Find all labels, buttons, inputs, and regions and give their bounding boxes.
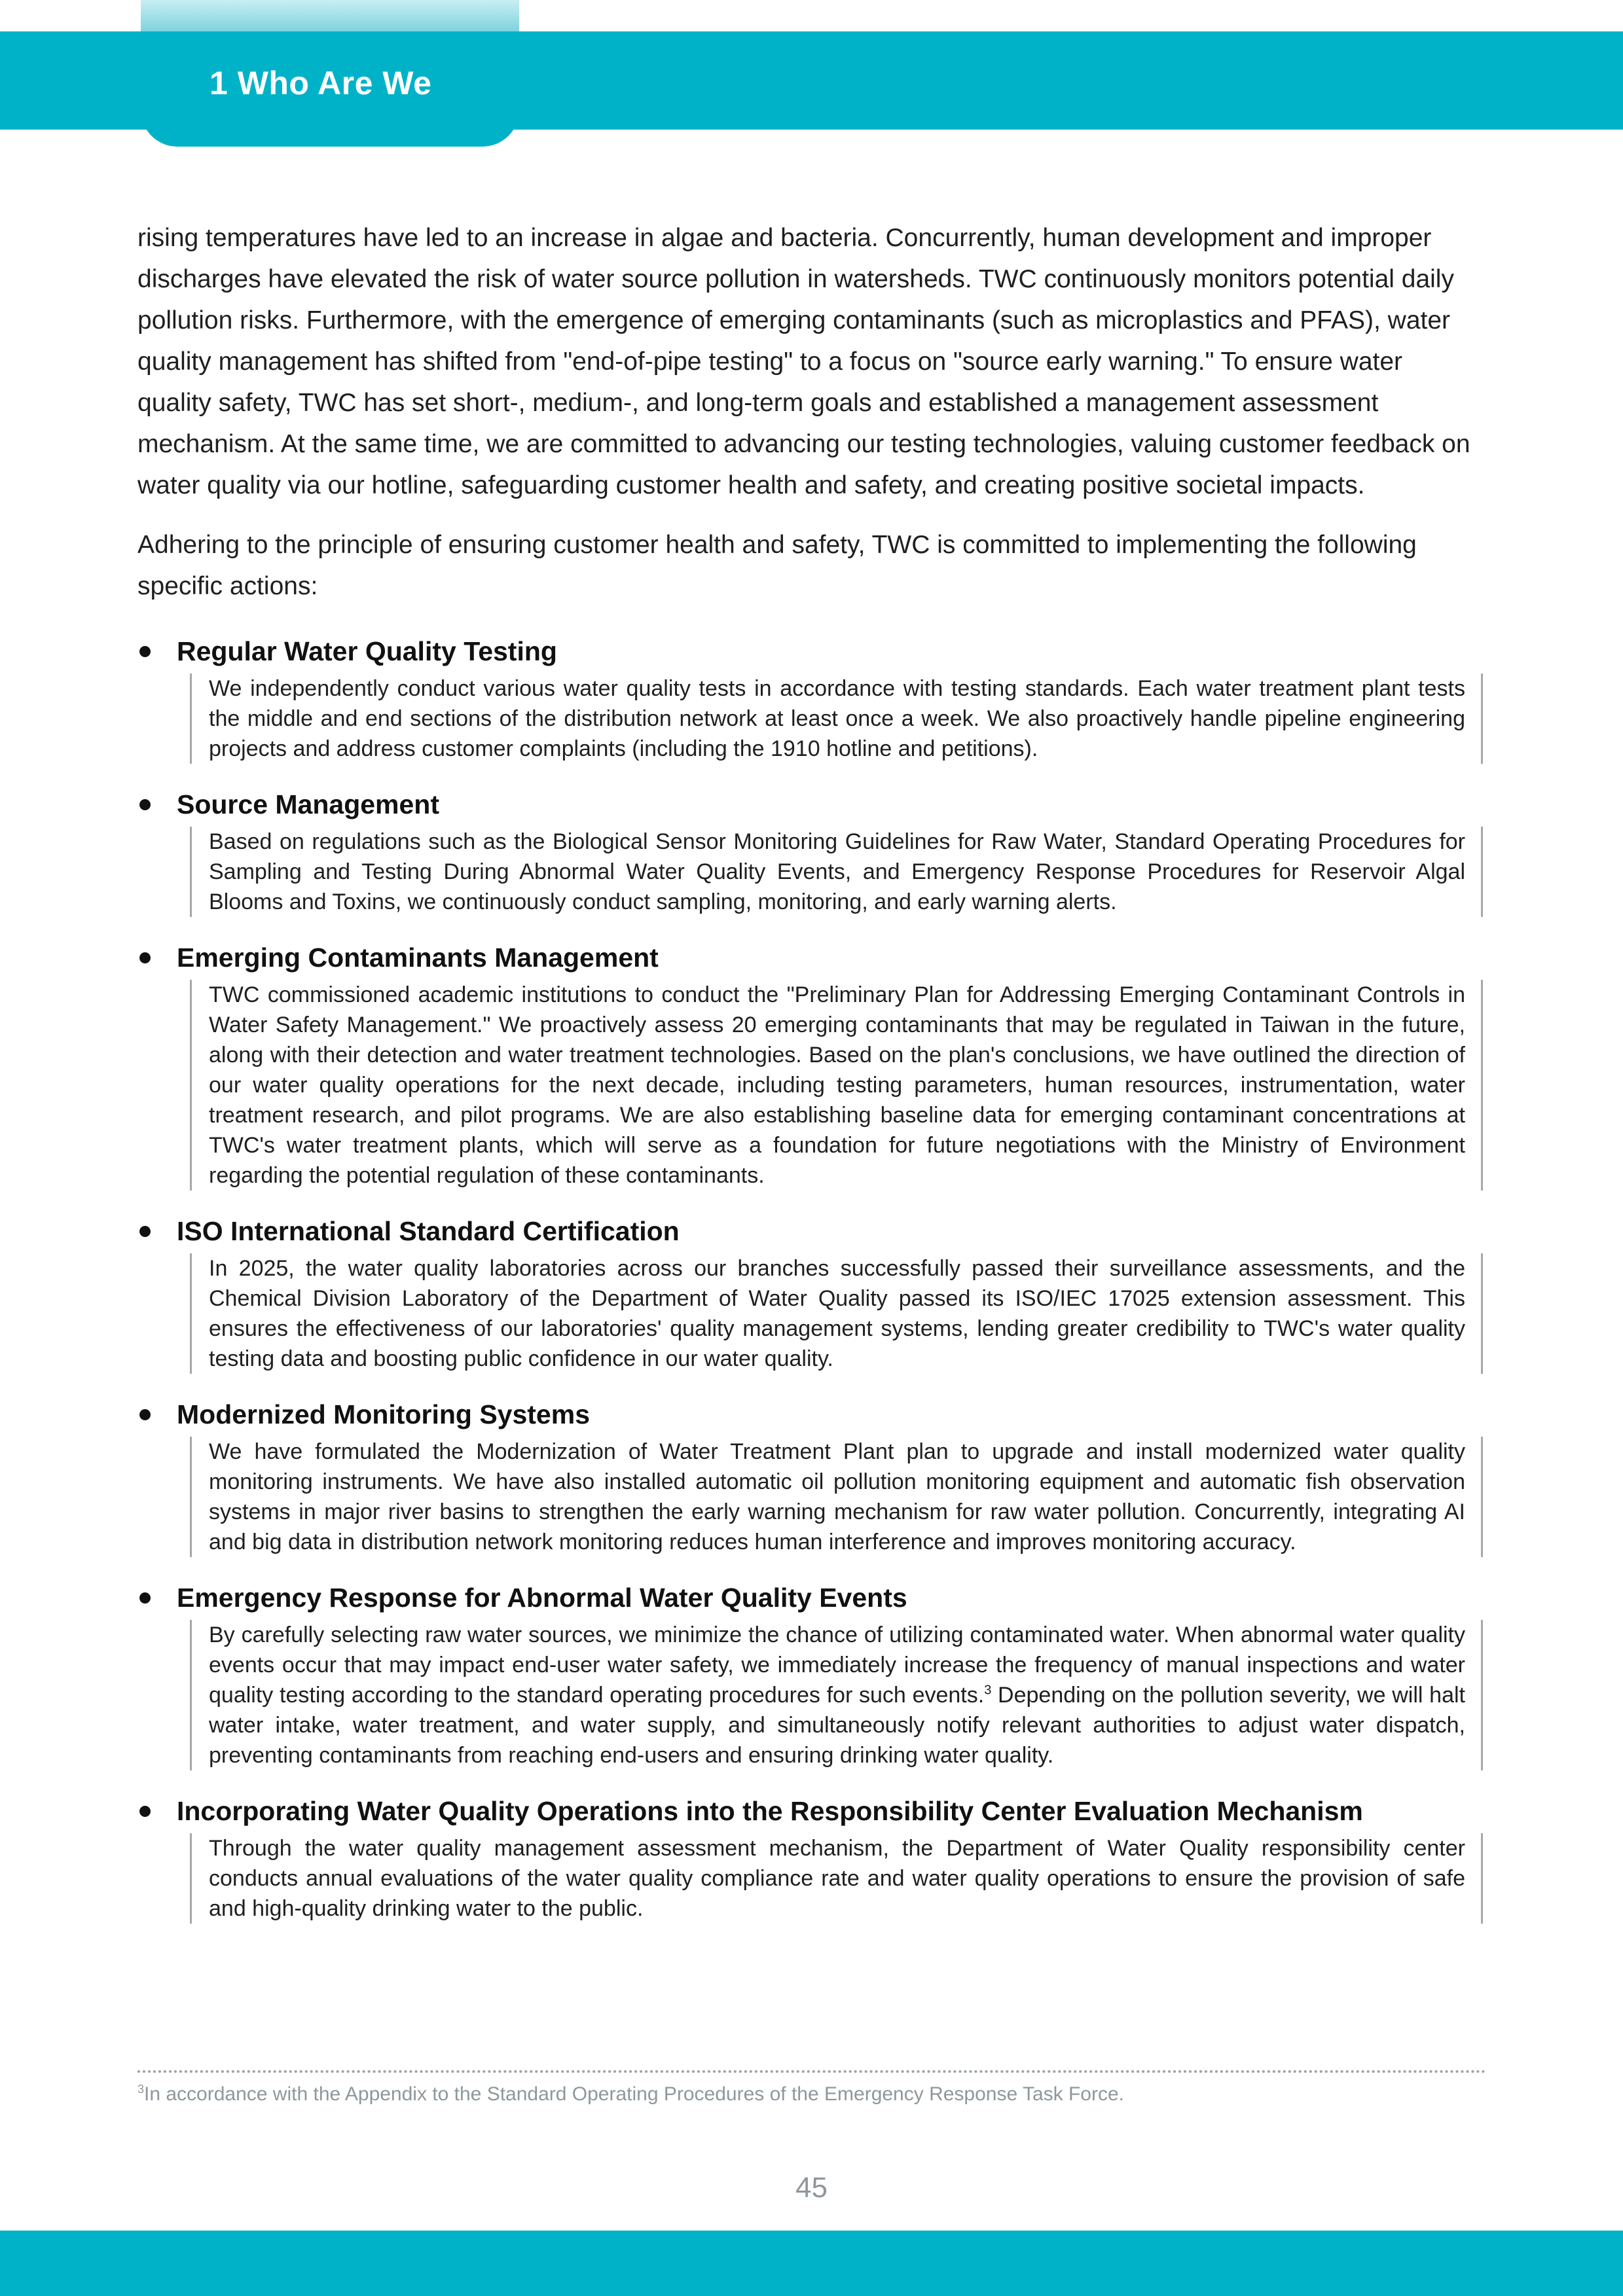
bullet-icon — [139, 1806, 151, 1817]
action-description — [190, 1620, 1483, 1770]
action-title: Modernized Monitoring Systems — [177, 1399, 590, 1429]
action-description: We independently conduct various water quality tests in accordance with testing standards. Each water treatment plant tests the middle and end sections of the distribution network at least once a week. We also proactively handle pipeline engineering projects and address customer complaints (including the 1910 hotline and petitions). — [190, 673, 1483, 764]
bullet-icon — [139, 1592, 151, 1604]
action-list — [137, 633, 1483, 1924]
intro-paragraph: rising temperatures have led to an increase in algae and bacteria. Concurrently, human development and improper discharges have elevated the risk of water source pollution in watersheds. TWC continuously monitors potential daily pollution risks. Furthermore, with the emergence of emerging contaminants (such as microplastics and PFAS), water quality management has shifted from "end-of-pipe testing" to a focus on "source early warning." To ensure water quality safety, TWC has set short-, medium-, and long-term goals and established a management assessment mechanism. At the same time, we are committed to advancing our testing technologies, valuing customer feedback on water quality via our hotline, safeguarding customer health and safety, and creating positive societal impacts. — [137, 224, 1470, 499]
footnote-divider — [137, 2070, 1486, 2073]
footnote-marker: 3 — [137, 2083, 145, 2096]
action-item — [137, 1579, 1483, 1770]
bullet-icon — [139, 646, 151, 657]
section-title: 1 Who Are We — [210, 65, 432, 101]
action-title: Incorporating Water Quality Operations into the Responsibility Center Evaluation Mechanism — [177, 1796, 1363, 1826]
action-description: We have formulated the Modernization of Water Treatment Plant plan to upgrade and install modernized water quality monitoring instruments. We have also installed automatic oil pollution monitoring equipment and automatic fish observation systems in major river basins to strengthen the early warning mechanism for raw water pollution. Concurrently, integrating AI and big data in distribution network monitoring reduces human interference and improves monitoring accuracy. — [190, 1437, 1483, 1557]
action-item — [137, 1396, 1483, 1557]
action-title: Emerging Contaminants Management — [177, 942, 659, 973]
action-item — [137, 1793, 1483, 1924]
action-title: Source Management — [177, 789, 439, 819]
action-title: Regular Water Quality Testing — [177, 636, 557, 666]
action-item — [137, 786, 1483, 917]
action-description-part: By carefully selecting raw water sources, we minimize the chance of utilizing contaminated water. When abnormal water quality events occur that may impact end-user water safety, we immediately increase the frequency of manual inspections and water quality testing according to the standard operating procedures for such events. — [209, 1623, 1465, 1708]
bullet-icon — [139, 799, 151, 810]
bullet-icon — [139, 952, 151, 963]
action-item — [137, 1213, 1483, 1374]
header-tab-highlight — [141, 0, 519, 31]
footnote-reference[interactable]: 3 — [984, 1683, 992, 1698]
action-description: TWC commissioned academic institutions to conduct the "Preliminary Plan for Addressing Emerging Contaminant Controls in Water Safety Management." We proactively assess 20 emerging contaminants that may be regulated in Taiwan in the future, along with their detection and water treatment technologies. Based on the plan's conclusions, we have outlined the direction of our water quality operations for the next decade, including testing parameters, human resources, instrumentation, water treatment research, and pilot programs. We are also establishing baseline data for emerging contaminant concentrations at TWC's water treatment plants, which will serve as a foundation for future negotiations with the Ministry of Environment regarding the potential regulation of these contaminants. — [190, 980, 1483, 1191]
intro-text — [137, 217, 1483, 607]
bullet-icon — [139, 1409, 151, 1420]
action-title: Emergency Response for Abnormal Water Quality Events — [177, 1583, 907, 1613]
action-description: Through the water quality management assessment mechanism, the Department of Water Quality responsibility center conducts annual evaluations of the water quality compliance rate and water quality operations to ensure the provision of safe and high-quality drinking water to the public. — [190, 1833, 1483, 1924]
action-description: Based on regulations such as the Biological Sensor Monitoring Guidelines for Raw Water, Standard Operating Procedures for Sampling and Testing During Abnormal Water Quality Events, and Emergency Response Procedures for Reservoir Algal Blooms and Toxins, we continuously conduct sampling, monitoring, and early warning alerts. — [190, 827, 1483, 917]
page-number: 45 — [795, 2172, 828, 2204]
intro-paragraph: Adhering to the principle of ensuring customer health and safety, TWC is committed to implementing the following specific actions: — [137, 531, 1417, 600]
main-content — [137, 217, 1483, 1946]
action-description-part: Depending on the pollution severity, we will halt water intake, water treatment, and water supply, and simultaneously notify relevant authorities to adjust water dispatch, preventing contaminants from reaching end-users and ensuring drinking water quality. — [209, 1683, 1465, 1768]
footer-band — [0, 2231, 1623, 2296]
footnote-text: In accordance with the Appendix to the Standard Operating Procedures of the Emergency Response Task Force. — [144, 2083, 1124, 2105]
footnote — [137, 2083, 1124, 2106]
action-description: In 2025, the water quality laboratories across our branches successfully passed their surveillance assessments, and the Chemical Division Laboratory of the Department of Water Quality passed its ISO/IEC 17025 extension assessment. This ensures the effectiveness of our laboratories' quality management systems, lending greater credibility to TWC's water quality testing data and boosting public confidence in our water quality. — [190, 1253, 1483, 1374]
bullet-icon — [139, 1226, 151, 1237]
action-item — [137, 633, 1483, 764]
action-title: ISO International Standard Certification — [177, 1216, 680, 1246]
action-item — [137, 939, 1483, 1191]
